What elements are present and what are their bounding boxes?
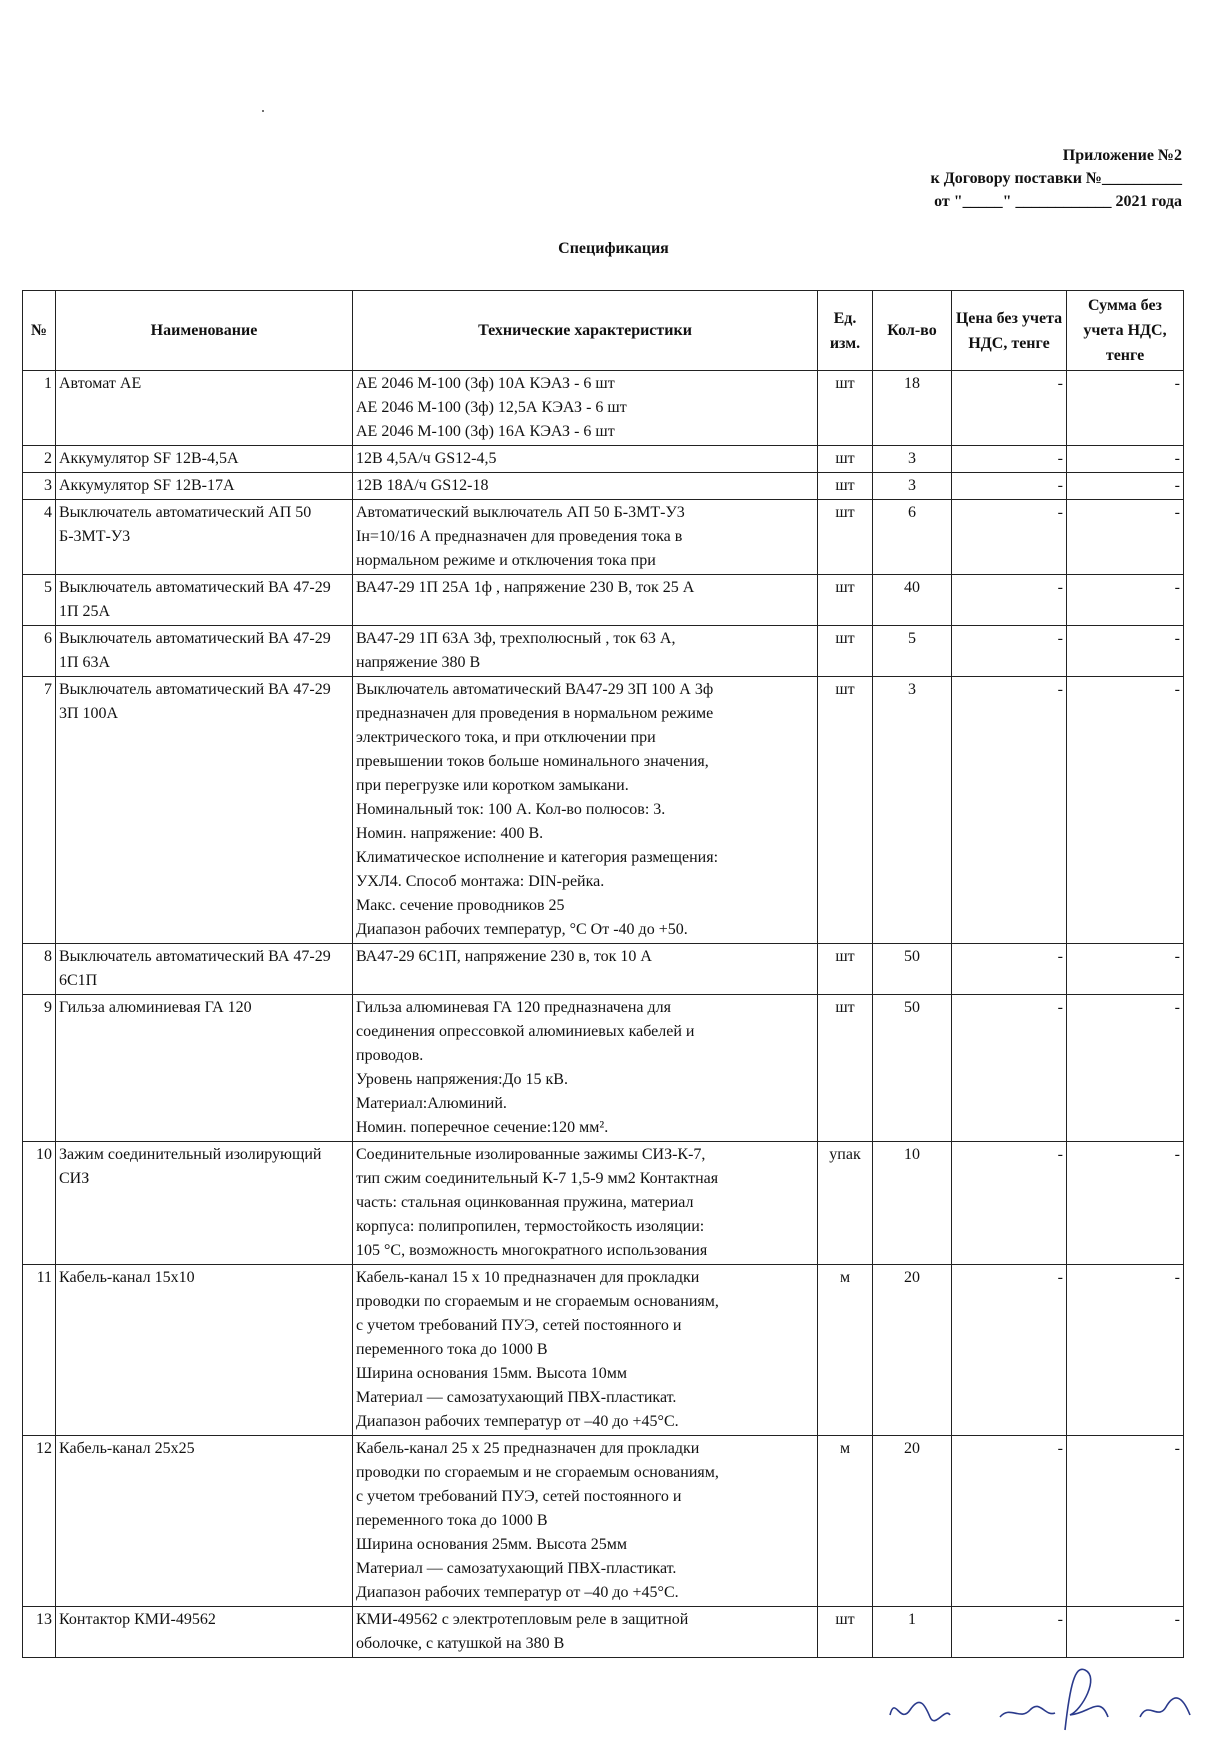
specification-line: оболочке, с катушкой на 380 В: [356, 1635, 565, 1652]
price-without-vat: -: [952, 626, 1067, 677]
column-header-sum: Сумма без учета НДС, тенге: [1067, 291, 1184, 371]
specification-line: ВА47-29 1П 25А 1ф , напряжение 230 В, ток 25 А: [356, 579, 695, 596]
unit-of-measure: шт: [818, 500, 873, 575]
table-row: [23, 575, 1184, 626]
price-without-vat: -: [952, 500, 1067, 575]
unit-of-measure: шт: [818, 944, 873, 995]
specification-line: проводки по сгораемым и не сгораемым основаниям,: [356, 1464, 719, 1481]
specification-line: предназначен для проведения в нормальном режиме: [356, 705, 714, 722]
quantity: 50: [873, 944, 952, 995]
price-without-vat: -: [952, 1265, 1067, 1436]
specification-line: превышении токов больше номинального значения,: [356, 753, 709, 770]
quantity: 50: [873, 995, 952, 1142]
specification-line: Кабель-канал 15 х 10 предназначен для прокладки: [356, 1269, 700, 1286]
sum-without-vat: -: [1067, 677, 1184, 944]
specification-line: Материал — самозатухающий ПВХ-пластикат.: [356, 1389, 677, 1406]
scan-speck: [262, 110, 264, 112]
row-number: 12: [23, 1436, 56, 1607]
column-header-spec: Технические характеристики: [353, 291, 818, 371]
sum-without-vat: -: [1067, 473, 1184, 500]
specification-line: с учетом требований ПУЭ, сетей постоянного и: [356, 1317, 682, 1334]
column-header-num: №: [23, 291, 56, 371]
unit-of-measure: шт: [818, 677, 873, 944]
specification-line: Климатическое исполнение и категория размещения:: [356, 849, 719, 866]
specification-line: АЕ 2046 М-100 (3ф) 12,5А КЭАЗ - 6 шт: [356, 399, 627, 416]
contract-date: от "_____" ____________ 2021 года: [934, 193, 1182, 210]
specification-table: [22, 290, 1184, 1658]
specification-line: 12В 4,5А/ч GS12-4,5: [356, 450, 497, 467]
appendix-number: Приложение №2: [1062, 147, 1182, 164]
row-number: 6: [23, 626, 56, 677]
item-name: Аккумулятор SF 12В-4,5А: [56, 446, 353, 473]
item-specification: [353, 473, 818, 500]
specification-line: проводов.: [356, 1047, 424, 1064]
row-number: 5: [23, 575, 56, 626]
specification-line: Кабель-канал 25 х 25 предназначен для прокладки: [356, 1440, 700, 1457]
row-number: 4: [23, 500, 56, 575]
specification-line: 12В 18А/ч GS12-18: [356, 477, 489, 494]
item-name: Выключатель автоматический ВА 47-29 6С1П: [56, 944, 353, 995]
specification-line: Ширина основания 15мм. Высота 10мм: [356, 1365, 628, 1382]
quantity: 6: [873, 500, 952, 575]
item-name: Выключатель автоматический АП 50 Б-3МТ-У3: [56, 500, 353, 575]
item-name: Контактор КМИ-49562: [56, 1607, 353, 1658]
specification-line: электрического тока, и при отключении при: [356, 729, 656, 746]
sum-without-vat: -: [1067, 446, 1184, 473]
item-name: Автомат АЕ: [56, 371, 353, 446]
sum-without-vat: -: [1067, 944, 1184, 995]
unit-of-measure: шт: [818, 371, 873, 446]
specification-line: Уровень напряжения:До 15 кВ.: [356, 1071, 568, 1088]
quantity: 3: [873, 446, 952, 473]
specification-line: при перегрузке или коротком замыкани.: [356, 777, 629, 794]
item-name: Гильза алюминиевая ГА 120: [56, 995, 353, 1142]
price-without-vat: -: [952, 1436, 1067, 1607]
price-without-vat: -: [952, 473, 1067, 500]
specification-line: Материал — самозатухающий ПВХ-пластикат.: [356, 1560, 677, 1577]
specification-line: корпуса: полипропилен, термостойкость изоляции:: [356, 1218, 705, 1235]
specification-line: КМИ-49562 с электротепловым реле в защитной: [356, 1611, 689, 1628]
table-row: [23, 371, 1184, 446]
price-without-vat: -: [952, 1607, 1067, 1658]
sum-without-vat: -: [1067, 1607, 1184, 1658]
row-number: 11: [23, 1265, 56, 1436]
sum-without-vat: -: [1067, 575, 1184, 626]
column-header-qty: Кол-во: [873, 291, 952, 371]
price-without-vat: -: [952, 944, 1067, 995]
specification-line: Соединительные изолированные зажимы СИЗ-К-7,: [356, 1146, 706, 1163]
specification-line: Диапазон рабочих температур от –40 до +45°С.: [356, 1584, 679, 1601]
quantity: 20: [873, 1436, 952, 1607]
specification-line: напряжение 380 В: [356, 654, 481, 671]
sum-without-vat: -: [1067, 500, 1184, 575]
item-name: Кабель-канал 15х10: [56, 1265, 353, 1436]
specification-line: Диапазон рабочих температур от –40 до +45°С.: [356, 1413, 679, 1430]
contract-reference: к Договору поставки №__________: [930, 170, 1182, 187]
quantity: 5: [873, 626, 952, 677]
quantity: 3: [873, 677, 952, 944]
item-name: Аккумулятор SF 12В-17А: [56, 473, 353, 500]
quantity: 3: [873, 473, 952, 500]
row-number: 8: [23, 944, 56, 995]
table-row: [23, 500, 1184, 575]
column-header-name: Наименование: [56, 291, 353, 371]
specification-line: Автоматический выключатель АП 50 Б-3МТ-У3: [356, 504, 685, 521]
price-without-vat: -: [952, 1142, 1067, 1265]
table-row: [23, 995, 1184, 1142]
unit-of-measure: шт: [818, 575, 873, 626]
sum-without-vat: -: [1067, 1436, 1184, 1607]
item-specification: [353, 500, 818, 575]
specification-line: АЕ 2046 М-100 (3ф) 16А КЭАЗ - 6 шт: [356, 423, 615, 440]
item-specification: [353, 626, 818, 677]
sum-without-vat: -: [1067, 1265, 1184, 1436]
item-specification: [353, 1436, 818, 1607]
document-title: Спецификация: [558, 240, 669, 257]
item-name: Выключатель автоматический ВА 47-29 1П 25А: [56, 575, 353, 626]
table-row: [23, 446, 1184, 473]
row-number: 10: [23, 1142, 56, 1265]
table-header-row: [23, 291, 1184, 371]
quantity: 18: [873, 371, 952, 446]
quantity: 20: [873, 1265, 952, 1436]
item-specification: [353, 677, 818, 944]
row-number: 2: [23, 446, 56, 473]
column-header-unit: Ед. изм.: [818, 291, 873, 371]
sum-without-vat: -: [1067, 371, 1184, 446]
table-row: [23, 1436, 1184, 1607]
sum-without-vat: -: [1067, 1142, 1184, 1265]
sum-without-vat: -: [1067, 626, 1184, 677]
item-specification: [353, 575, 818, 626]
item-specification: [353, 995, 818, 1142]
table-row: [23, 1607, 1184, 1658]
specification-line: часть: стальная оцинкованная пружина, материал: [356, 1194, 694, 1211]
item-name: Выключатель автоматический ВА 47-29 3П 100А: [56, 677, 353, 944]
specification-line: переменного тока до 1000 В: [356, 1341, 548, 1358]
price-without-vat: -: [952, 995, 1067, 1142]
specification-line: Материал:Алюминий.: [356, 1095, 507, 1112]
sum-without-vat: -: [1067, 995, 1184, 1142]
specification-line: Номин. поперечное сечение:120 мм².: [356, 1119, 609, 1136]
quantity: 10: [873, 1142, 952, 1265]
table-row: [23, 677, 1184, 944]
specification-line: ВА47-29 1П 63А 3ф, трехполюсный , ток 63 А,: [356, 630, 676, 647]
unit-of-measure: шт: [818, 446, 873, 473]
specification-line: Выключатель автоматический ВА47-29 3П 100 А 3ф: [356, 681, 714, 698]
specification-line: переменного тока до 1000 В: [356, 1512, 548, 1529]
specification-line: тип сжим соединительный К-7 1,5-9 мм2 Контактная: [356, 1170, 719, 1187]
table-row: [23, 1265, 1184, 1436]
specification-line: Номинальный ток: 100 А. Кол-во полюсов: 3.: [356, 801, 666, 818]
quantity: 1: [873, 1607, 952, 1658]
specification-line: нормальном режиме и отключения тока при: [356, 552, 656, 569]
table-row: [23, 944, 1184, 995]
specification-line: соединения опрессовкой алюминиевых кабелей и: [356, 1023, 695, 1040]
specification-line: Диапазон рабочих температур, °С От -40 до +50.: [356, 921, 688, 938]
unit-of-measure: шт: [818, 473, 873, 500]
unit-of-measure: шт: [818, 995, 873, 1142]
specification-line: Макс. сечение проводников 25: [356, 897, 565, 914]
item-name: Зажим соединительный изолирующий СИЗ: [56, 1142, 353, 1265]
row-number: 13: [23, 1607, 56, 1658]
item-specification: [353, 944, 818, 995]
row-number: 9: [23, 995, 56, 1142]
column-header-price: Цена без учета НДС, тенге: [952, 291, 1067, 371]
specification-line: проводки по сгораемым и не сгораемым основаниям,: [356, 1293, 719, 1310]
unit-of-measure: м: [818, 1436, 873, 1607]
handwritten-signatures: [870, 1655, 1210, 1735]
table-row: [23, 473, 1184, 500]
quantity: 40: [873, 575, 952, 626]
unit-of-measure: упак: [818, 1142, 873, 1265]
item-name: Кабель-канал 25х25: [56, 1436, 353, 1607]
specification-line: Iн=10/16 А предназначен для проведения тока в: [356, 528, 683, 545]
price-without-vat: -: [952, 575, 1067, 626]
row-number: 3: [23, 473, 56, 500]
specification-line: с учетом требований ПУЭ, сетей постоянного и: [356, 1488, 682, 1505]
item-specification: [353, 446, 818, 473]
unit-of-measure: шт: [818, 1607, 873, 1658]
row-number: 7: [23, 677, 56, 944]
price-without-vat: -: [952, 677, 1067, 944]
specification-line: Ширина основания 25мм. Высота 25мм: [356, 1536, 628, 1553]
specification-line: АЕ 2046 М-100 (3ф) 10А КЭАЗ - 6 шт: [356, 375, 615, 392]
specification-line: УХЛ4. Способ монтажа: DIN-рейка.: [356, 873, 605, 890]
row-number: 1: [23, 371, 56, 446]
price-without-vat: -: [952, 371, 1067, 446]
specification-line: Гильза алюминевая ГА 120 предназначена для: [356, 999, 671, 1016]
item-name: Выключатель автоматический ВА 47-29 1П 63А: [56, 626, 353, 677]
item-specification: [353, 371, 818, 446]
specification-line: Номин. напряжение: 400 В.: [356, 825, 544, 842]
specification-line: ВА47-29 6С1П, напряжение 230 в, ток 10 А: [356, 948, 652, 965]
table-row: [23, 626, 1184, 677]
appendix-header: [870, 144, 1182, 213]
item-specification: [353, 1607, 818, 1658]
table-row: [23, 1142, 1184, 1265]
unit-of-measure: м: [818, 1265, 873, 1436]
unit-of-measure: шт: [818, 626, 873, 677]
item-specification: [353, 1142, 818, 1265]
item-specification: [353, 1265, 818, 1436]
specification-line: 105 °С, возможность многократного использования: [356, 1242, 708, 1259]
price-without-vat: -: [952, 446, 1067, 473]
